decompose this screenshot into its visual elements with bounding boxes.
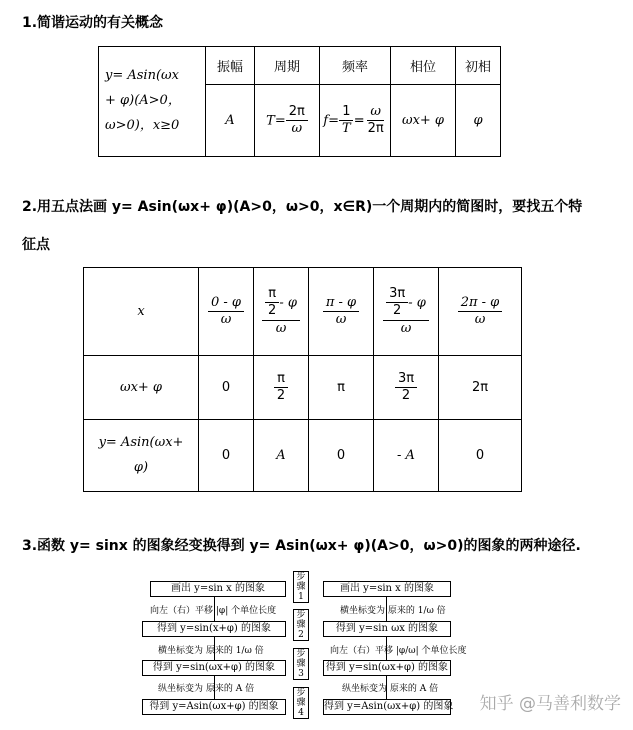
left-step4-box: 得到 y=Asin(ωx+φ) 的图象: [142, 699, 286, 715]
phase-point-2: $\frac{\pi}{2}$: [254, 356, 309, 420]
right-transform-1: 横坐标变为 原来的 1/ω 倍: [340, 606, 446, 616]
value-phase: ωx+ φ: [391, 85, 456, 157]
five-point-table: [83, 267, 522, 492]
step-marker-3: 步骤3: [293, 648, 309, 680]
concept-table: [98, 46, 501, 157]
value-period: T= $\frac{2\pi}{\omega}$: [255, 85, 320, 157]
right-step2-box: 得到 y=sin ωx 的图象: [323, 621, 451, 637]
phase-point-1: 0: [199, 356, 254, 420]
left-step3-box: 得到 y=sin(ωx+φ) 的图象: [142, 660, 286, 676]
row-y-header: y= Asin(ωx+ φ): [84, 420, 199, 492]
section2-title-line1: 2.用五点法画 y= Asin(ωx+ φ)(A>0，ω>0，x∈R)一个周期内的简图时，要找五个特: [22, 199, 583, 215]
step-marker-1: 步骤1: [293, 571, 309, 603]
function-definition-cell: [99, 47, 206, 157]
y-point-5: 0: [439, 420, 522, 492]
y-point-1: 0: [199, 420, 254, 492]
header-phase: 相位: [391, 47, 456, 85]
section2-title-line2: 征点: [22, 237, 50, 253]
header-initial-phase: 初相: [456, 47, 501, 85]
header-frequency: 频率: [320, 47, 391, 85]
x-point-1: $\frac{0 - \varphi}{\omega}$: [199, 268, 254, 356]
x-point-3: $\frac{\pi - \varphi}{\omega}$: [309, 268, 374, 356]
header-period: 周期: [255, 47, 320, 85]
left-step1-box: 画出 y=sin x 的图象: [150, 581, 286, 597]
row-x-header: x: [84, 268, 199, 356]
step-marker-4: 步骤4: [293, 687, 309, 719]
function-line-1: y= Asin(ωx: [105, 68, 179, 84]
phase-point-3: π: [309, 356, 374, 420]
left-transform-1: 向左（右）平移 |φ| 个单位长度: [150, 606, 277, 616]
section3-title: 3.函数 y= sinx 的图象经变换得到 y= Asin(ωx+ φ)(A>0，ω>0)的图象的两种途径.: [22, 538, 581, 554]
y-point-4: - A: [374, 420, 439, 492]
value-initial-phase: φ: [456, 85, 501, 157]
value-amplitude: A: [206, 85, 255, 157]
header-amplitude: 振幅: [206, 47, 255, 85]
x-point-5: $\frac{2\pi - \varphi}{\omega}$: [439, 268, 522, 356]
right-step1-box: 画出 y=sin x 的图象: [323, 581, 451, 597]
function-line-3: ω>0)，x≥0: [105, 117, 180, 133]
y-point-2: A: [254, 420, 309, 492]
y-point-3: 0: [309, 420, 374, 492]
x-point-4: $\frac{3\pi}{2}$ - φ ω: [374, 268, 439, 356]
watermark: 知乎 @马善利数学: [479, 694, 621, 714]
right-step4-box: 得到 y=Asin(ωx+φ) 的图象: [323, 699, 451, 715]
section1-title: 1.简谐运动的有关概念: [22, 15, 164, 31]
left-transform-3: 纵坐标变为 原来的 A 倍: [158, 684, 255, 694]
right-transform-2: 向左（右）平移 |φ/ω| 个单位长度: [330, 646, 467, 656]
left-step2-box: 得到 y=sin(x+φ) 的图象: [142, 621, 286, 637]
left-transform-2: 横坐标变为 原来的 1/ω 倍: [158, 646, 264, 656]
row-phase-header: ωx+ φ: [84, 356, 199, 420]
function-line-2: + φ)(A>0，: [105, 93, 181, 109]
right-transform-3: 纵坐标变为 原来的 A 倍: [342, 684, 439, 694]
value-frequency: f= $\frac{1}{T}$ = $\frac{\omega}{2\pi}$: [320, 85, 391, 157]
x-point-2: $\frac{\pi}{2}$ - φ ω: [254, 268, 309, 356]
step-marker-2: 步骤2: [293, 609, 309, 641]
phase-point-4: $\frac{3\pi}{2}$: [374, 356, 439, 420]
right-step3-box: 得到 y=sin(ωx+φ) 的图象: [323, 660, 451, 676]
phase-point-5: 2π: [439, 356, 522, 420]
